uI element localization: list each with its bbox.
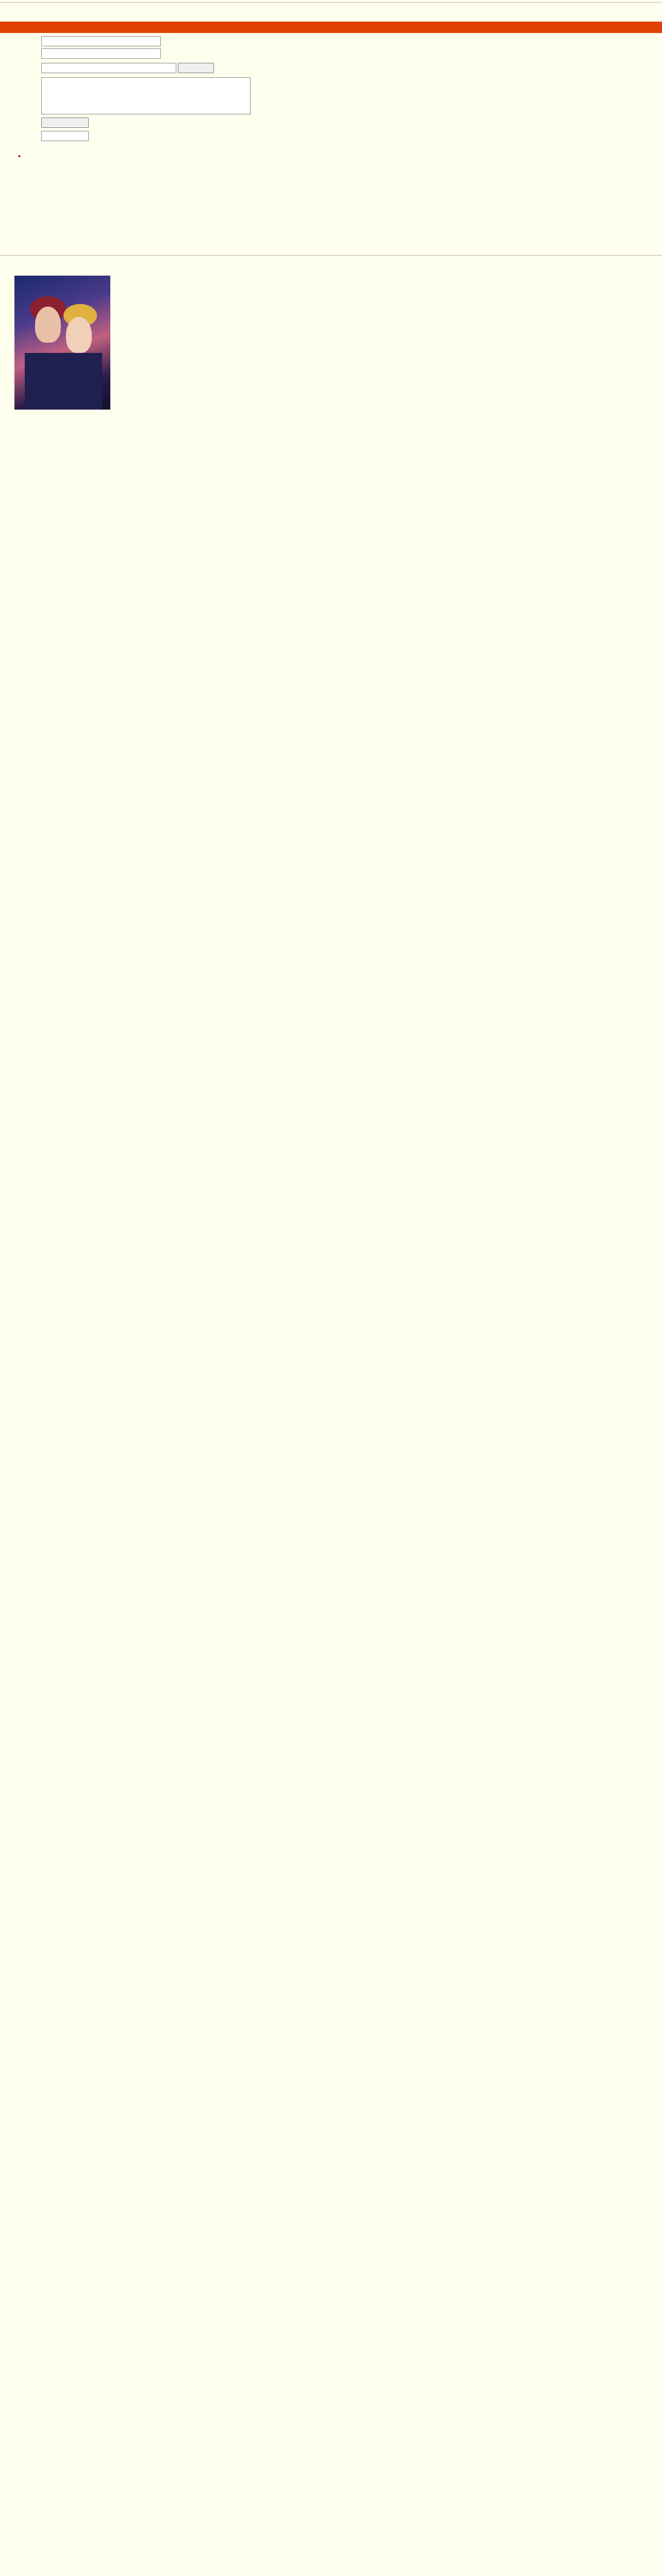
top-divider — [0, 2, 662, 3]
subject-input[interactable] — [41, 63, 176, 73]
op-post — [119, 276, 634, 291]
op-line — [119, 282, 634, 291]
comment-textarea[interactable] — [41, 77, 251, 114]
delkey-input[interactable] — [41, 131, 89, 141]
submit-button[interactable] — [178, 63, 214, 73]
divider — [0, 255, 662, 256]
op-thumbnail-image[interactable] — [14, 276, 110, 410]
email-input[interactable] — [41, 48, 161, 59]
mode-banner — [0, 22, 662, 33]
name-input[interactable] — [41, 36, 161, 46]
choose-file-button[interactable] — [41, 117, 89, 128]
